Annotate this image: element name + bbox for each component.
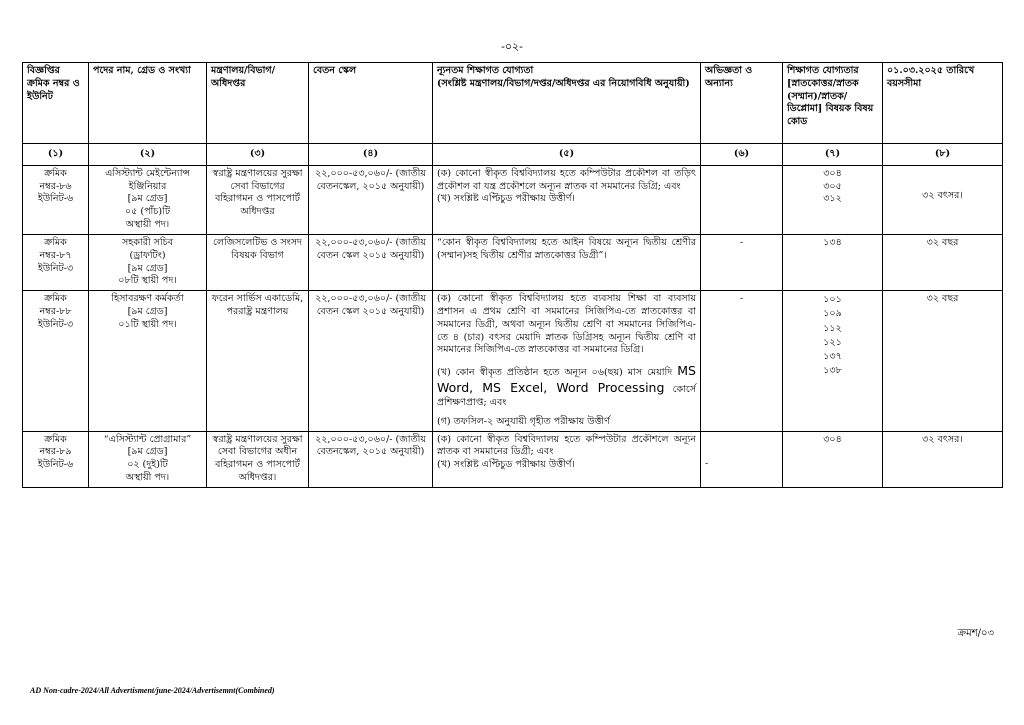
subject-code: ১০৯ xyxy=(823,308,842,320)
qualification-item: (গ) তফসিল-২ অনুযায়ী গৃহীত পরীক্ষায় উত্তীর্ণ xyxy=(437,415,610,427)
post-type: অস্থায়ী পদ। xyxy=(125,219,170,231)
qualification-text: কোর্সে প্রশিক্ষণপ্রাপ্ত; এবং xyxy=(437,384,696,408)
post-subname: (ড্রাফটিং) xyxy=(129,249,166,261)
header-post: পদের নাম, গ্রেড ও সংখ্যা xyxy=(89,63,207,144)
serial-cell: ক্রমিক নম্বর-৮৮ ইউনিট-৩ xyxy=(23,291,89,431)
table-row xyxy=(23,431,1003,487)
qualification-cell xyxy=(433,291,701,431)
header-ministry: মন্ত্রণালয়/বিভাগ/ অধিদপ্তর xyxy=(207,63,309,144)
subject-code-cell xyxy=(783,165,883,234)
subject-code: ১২১ xyxy=(823,336,842,348)
qualification-cell xyxy=(433,165,701,234)
age-cell: ৩২ বছর xyxy=(883,291,1003,431)
ministry-cell: স্বরাষ্ট্র মন্ত্রণালয়ের সুরক্ষা সেবা বিভাগের অধীন বহিরাগমন ও পাসপোর্ট অধিদপ্তর। xyxy=(207,431,309,487)
post-type: অস্থায়ী পদ। xyxy=(125,472,170,483)
qualification-item xyxy=(437,363,696,410)
file-path-footer: AD Non-cadre-2024/All Advertisment/june-2024/Advertisemnt(Combined) xyxy=(30,686,275,695)
post-name: “এসিস্ট্যান্ট প্রোগ্রামার” xyxy=(103,433,192,445)
post-grade: [৯ম গ্রেড] xyxy=(127,305,168,317)
table-row xyxy=(23,291,1003,431)
subject-code: ১১২ xyxy=(823,322,842,334)
age-cell: ৩২ বছর xyxy=(883,234,1003,290)
post-name: সহকারী সচিব xyxy=(121,236,174,248)
post-grade: [৯ম গ্রেড] xyxy=(127,262,168,274)
post-grade: [৯ম গ্রেড] xyxy=(127,446,168,458)
subject-code-cell xyxy=(783,291,883,431)
qualification-item: (ক) কোনো স্বীকৃত বিশ্ববিদ্যালয় হতে ব্যবসায় শিক্ষা বা ব্যবসায় প্রশাসন এ প্রথম শ্রেণি বা সমমানের সিজিপিএ-তে স্নাতকোত্তর বা সমমানের ডিগ্রী, অথবা অন্যূন দ্বিতীয় শ্রেণি বা সমমানের সিজিপিএ-তে ৪ (চার) বৎসর মেয়াদি স্নাতক ডিগ্রিসহ অন্যূন দ্বিতীয় শ্রেণি বা সমমানের সিজিপিএ-তে স্নাতকোত্তর বা সমমানের ডিগ্রি। xyxy=(437,293,696,356)
experience-cell: - xyxy=(701,291,783,431)
software-list: MS Word, MS Excel, Word Processing xyxy=(437,363,696,396)
subject-code: ৩১২ xyxy=(823,193,842,205)
subject-code: ১০১ xyxy=(823,294,842,306)
qualification-cell xyxy=(433,234,701,290)
serial-cell: ক্রমিক নম্বর-৮৬ ইউনিট-৬ xyxy=(23,165,89,234)
post-count: ০১টি স্থায়ী পদ। xyxy=(118,318,177,330)
scale-cell: ২২,০০০-৫৩,০৬০/- (জাতীয় বেতনস্কেল, ২০১৫ অনুযায়ী) xyxy=(309,165,433,234)
subject-code: ১৩৭ xyxy=(823,351,842,363)
post-count: ০২ (দুই)টি xyxy=(127,459,168,471)
ministry-cell: ফরেন সার্ভিস একাডেমি, পররাষ্ট্র মন্ত্রণালয় xyxy=(207,291,309,431)
qualification-item: (ক) কোনো স্বীকৃত বিশ্ববিদ্যালয় হতে কম্পিউটার প্রকৌশল বা তড়িৎ প্রকৌশল বা যন্ত্র প্রকৌশলে অন্যূন স্নাতক বা সমমানের ডিগ্রি; এবং xyxy=(437,167,696,192)
col-number: (১) xyxy=(23,144,89,166)
age-cell: ৩২ বৎসর। xyxy=(883,165,1003,234)
col-number: (৬) xyxy=(701,144,783,166)
vacancy-table xyxy=(22,62,1003,488)
post-count: ০৫ (পাঁচ)টি xyxy=(125,206,170,218)
qualification-item: (ক) কোনো স্বীকৃত বিশ্ববিদ্যালয় হতে কম্পিউটার প্রকৌশলে অন্যূন স্নাতক বা সমমানের ডিগ্রী; এবং xyxy=(437,433,696,458)
header-scale: বেতন স্কেল xyxy=(309,63,433,144)
subject-code: ৩০৫ xyxy=(823,180,842,192)
col-number: (৩) xyxy=(207,144,309,166)
col-number: (২) xyxy=(89,144,207,166)
subject-code: ৩০৪ xyxy=(823,167,842,179)
col-number: (৪) xyxy=(309,144,433,166)
col-number: (৫) xyxy=(433,144,701,166)
col-number: (৮) xyxy=(883,144,1003,166)
experience-cell xyxy=(701,165,783,234)
serial-cell: ক্রমিক নম্বর-৮৭ ইউনিট-৩ xyxy=(23,234,89,290)
serial-cell: ক্রমিক নম্বর-৮৯ ইউনিট-৬ xyxy=(23,431,89,487)
post-cell xyxy=(89,291,207,431)
ministry-cell: স্বরাষ্ট্র মন্ত্রণালয়ের সুরক্ষা সেবা বিভাগের বহিরাগমন ও পাসপোর্ট অধিদপ্তর xyxy=(207,165,309,234)
header-qualification-title: ন্যূনতম শিক্ষাগত যোগ্যতা xyxy=(437,65,534,76)
header-experience: অভিজ্ঞতা ও অন্যান্য xyxy=(701,63,783,144)
scale-cell: ২২,০০০-৫৩,০৬০/- (জাতীয় বেতনস্কেল, ২০১৫ অনুযায়ী) xyxy=(309,431,433,487)
continued-label: ক্রমশ/০৩ xyxy=(957,628,994,639)
experience-cell: - xyxy=(701,431,783,487)
header-age-limit: ০১.০৩.২০২৫ তারিখে বয়সসীমা xyxy=(883,63,1003,144)
post-name: এসিস্ট্যান্ট মেইন্টেন্যান্স ইঞ্জিনিয়ার xyxy=(105,167,190,192)
column-number-row xyxy=(23,144,1003,166)
post-name: হিসাবরক্ষণ কর্মকর্তা xyxy=(111,293,184,305)
ministry-cell: লেজিসলেটিভ ও সংসদ বিষয়ক বিভাগ xyxy=(207,234,309,290)
qualification-item: (খ) সংশ্লিষ্ট এপ্টিচুড পরীক্ষায় উত্তীর্ণ। xyxy=(437,459,575,471)
scale-cell: ২২,০০০-৫৩,০৬০/- (জাতীয় বেতন স্কেল ২০১৫ অনুযায়ী) xyxy=(309,234,433,290)
scale-cell: ২২,০০০-৫৩,০৬০/- (জাতীয় বেতন স্কেল ২০১৫ অনুযায়ী) xyxy=(309,291,433,431)
header-serial: বিজ্ঞপ্তির ক্রমিক নম্বর ও ইউনিট xyxy=(23,63,89,144)
post-cell xyxy=(89,431,207,487)
subject-code: ১৩৮ xyxy=(823,365,842,377)
subject-code-cell xyxy=(783,431,883,487)
qualification-item: (খ) সংশ্লিষ্ট এপ্টিচুড পরীক্ষায় উত্তীর্ণ। xyxy=(437,193,575,205)
post-grade: [৯ম গ্রেড] xyxy=(127,193,168,205)
table-row xyxy=(23,165,1003,234)
header-subject-code: শিক্ষাগত যোগ্যতার [স্নাতকোত্তর/স্নাতক (সম্মান)/স্নাতক/ ডিপ্লোমা] বিষয়ক বিষয় কোড xyxy=(783,63,883,144)
age-cell: ৩২ বৎসর। xyxy=(883,431,1003,487)
subject-code: ১৩৪ xyxy=(823,236,842,248)
header-qualification-sub: (সংশ্লিষ্ট মন্ত্রণালয়/বিভাগ/দপ্তর/অধিদপ্তর এর নিয়োগবিধি অনুযায়ী) xyxy=(437,77,690,89)
col-number: (৭) xyxy=(783,144,883,166)
experience-cell: - xyxy=(701,234,783,290)
table-row xyxy=(23,234,1003,290)
post-cell xyxy=(89,234,207,290)
subject-code-cell xyxy=(783,234,883,290)
qualification-cell xyxy=(433,431,701,487)
qualification-text: (খ) কোন স্বীকৃত প্রতিষ্ঠান হতে অন্যূন ০৬(ছয়) মাস মেয়াদি xyxy=(437,367,673,379)
subject-code: ৩০৪ xyxy=(823,433,842,445)
post-cell xyxy=(89,165,207,234)
page-number: -০২- xyxy=(501,40,523,53)
header-row xyxy=(23,63,1003,144)
qualification-item: “কোন স্বীকৃত বিশ্ববিদ্যালয় হতে আইন বিষয়ে অন্যূন দ্বিতীয় শ্রেণীর (সম্মান)সহ দ্বিতীয় শ্রেণীর স্নাতকোত্তর ডিগ্রী”। xyxy=(437,236,696,261)
post-count: ০৮টি স্থায়ী পদ। xyxy=(118,275,177,287)
header-qualification xyxy=(433,63,701,144)
